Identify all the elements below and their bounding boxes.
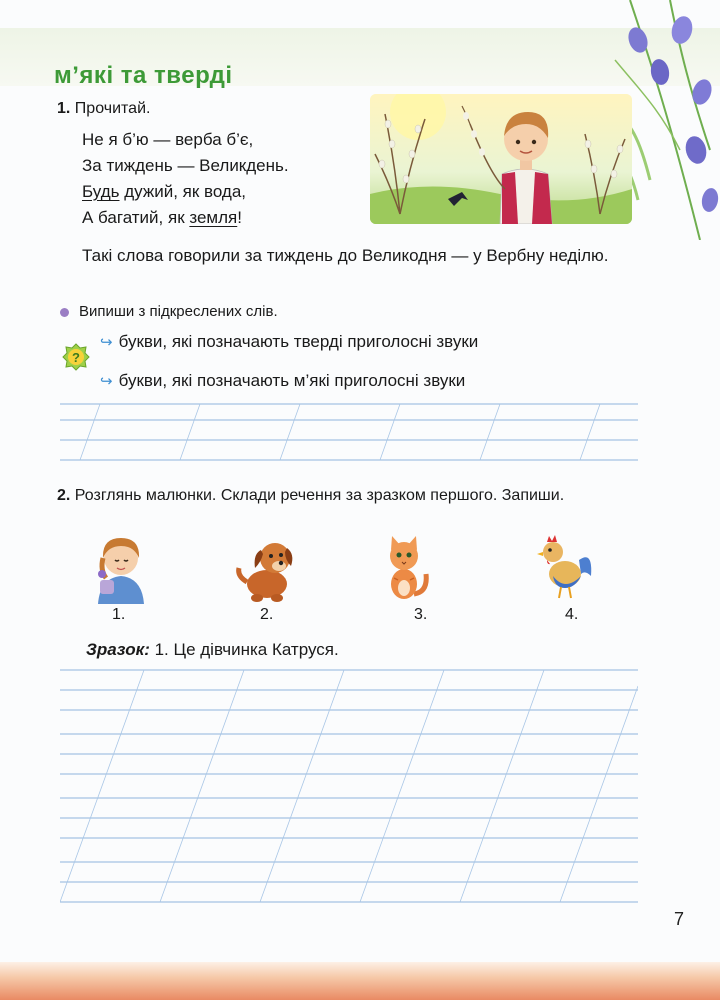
poem-line-2: За тиждень — Великдень.: [82, 156, 289, 175]
sample-text: 1. Це дівчинка Катруся.: [149, 640, 339, 659]
poem-line-3-rest: дужий, як вода,: [119, 182, 247, 201]
arrow-icon: ↪: [100, 373, 113, 390]
rooster-icon: [535, 530, 595, 600]
task1-instruction: Прочитай.: [74, 100, 151, 117]
poem: [82, 127, 289, 231]
option-soft-consonants: [100, 371, 465, 391]
bullet-instruction: [60, 303, 278, 320]
girl-icon: [90, 530, 152, 604]
poem-line-4: [82, 205, 289, 231]
sample-sentence: [86, 640, 339, 660]
boy-with-willow-illustration: [370, 94, 632, 224]
pictures-row: [90, 530, 610, 630]
poem-line-1: Не я б’ю — верба б’є,: [82, 130, 254, 149]
picture-number-1: 1.: [112, 606, 126, 623]
task1-paragraph: Такі слова говорили за тиждень до Великодня — у Вербну неділю.: [82, 246, 609, 265]
picture-number-2: 2.: [260, 606, 274, 623]
option-hard-consonants: [100, 332, 478, 352]
writing-lines-1[interactable]: [60, 396, 638, 468]
task2-instruction: Розглянь малюнки. Склади речення за зразком першого. Запиши.: [74, 487, 565, 504]
puppy-icon: [235, 532, 297, 602]
question-mark: ?: [72, 350, 80, 365]
bullet-dot-icon: [60, 308, 69, 317]
poem-line-4-end: !: [237, 208, 242, 227]
underlined-word: Будь: [82, 182, 120, 201]
task1-heading: [57, 100, 150, 118]
writing-lines-2[interactable]: [60, 662, 638, 912]
task1-number: 1.: [57, 100, 71, 117]
kitten-icon: [380, 534, 430, 602]
picture-number-3: 3.: [414, 606, 428, 623]
task2-number: 2.: [57, 487, 71, 504]
poem-line-3: [82, 179, 289, 205]
option-hard-text: букви, які позначають тверді приголосні звуки: [118, 332, 479, 351]
page-number: 7: [673, 909, 684, 929]
question-puzzle-icon: [62, 343, 90, 371]
sample-label: Зразок:: [86, 640, 150, 659]
arrow-icon: ↪: [100, 334, 113, 351]
picture-number-4: 4.: [565, 606, 579, 623]
page-title: м’які та тверді: [54, 62, 233, 89]
underlined-word: земля: [189, 208, 238, 227]
poem-line-4-start: А багатий, як: [82, 208, 190, 227]
task2-heading: [57, 484, 639, 507]
footer-band: [0, 962, 720, 1000]
bullet-instruction-text: Випиши з підкреслених слів.: [79, 303, 278, 320]
option-soft-text: букви, які позначають м’які приголосні звуки: [118, 371, 466, 390]
